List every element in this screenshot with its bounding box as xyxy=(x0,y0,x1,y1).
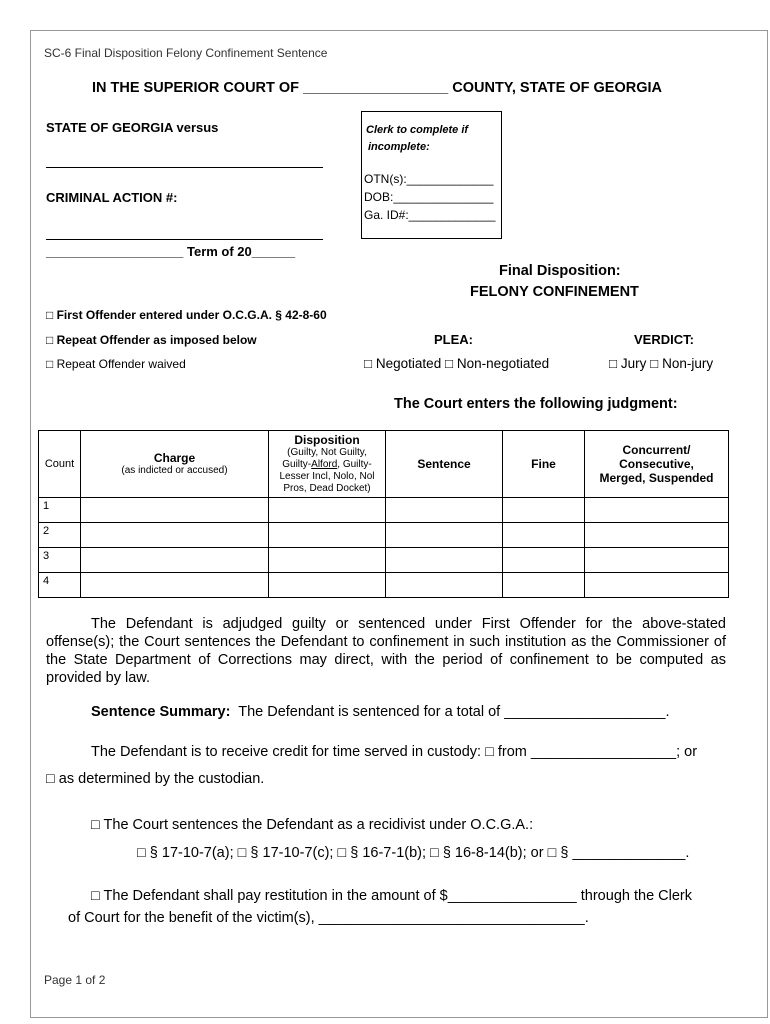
page-number: Page 1 of 2 xyxy=(44,973,106,987)
disposition-cell[interactable] xyxy=(269,498,386,523)
counts-table xyxy=(38,430,729,598)
sentence-summary-label: Sentence Summary: xyxy=(91,704,231,720)
plea-label: PLEA: xyxy=(434,332,473,347)
sentence-cell[interactable] xyxy=(386,573,503,598)
repeat-offender-waived-checkbox[interactable]: □ Repeat Offender waived xyxy=(46,357,186,371)
fine-cell[interactable] xyxy=(503,548,585,573)
criminal-action-label: CRIMINAL ACTION #: xyxy=(46,190,178,205)
ga-id-field[interactable]: Ga. ID#:_____________ xyxy=(364,208,496,222)
count-number: 2 xyxy=(39,523,81,548)
count-number: 1 xyxy=(39,498,81,523)
first-offender-checkbox[interactable]: □ First Offender entered under O.C.G.A. § 42-8-60 xyxy=(46,308,327,322)
adjudged-paragraph: The Defendant is adjudged guilty or sentenced under First Offender for the above-stated offense(s); the Court sentences the Defendant to confinement in such institution as the Commissioner of the State Department of Corrections may direct, with the period of confinement to be computed as provided by law. xyxy=(46,616,726,686)
sentence-cell[interactable] xyxy=(386,548,503,573)
sentence-cell[interactable] xyxy=(386,523,503,548)
title-line-2: FELONY CONFINEMENT xyxy=(470,284,639,300)
restitution-line-1[interactable]: □ The Defendant shall pay restitution in the amount of $________________ through the Clerk xyxy=(91,888,692,904)
disposition-cell[interactable] xyxy=(269,548,386,573)
fine-cell[interactable] xyxy=(503,498,585,523)
concurrent-cell[interactable] xyxy=(585,548,729,573)
sentence-summary-text: The Defendant is sentenced for a total of ____________________. xyxy=(238,704,670,720)
count-number: 4 xyxy=(39,573,81,598)
concurrent-cell[interactable] xyxy=(585,498,729,523)
concurrent-cell[interactable] xyxy=(585,523,729,548)
sentence-header: Sentence xyxy=(386,431,503,498)
charge-cell[interactable] xyxy=(81,523,269,548)
sentence-summary[interactable] xyxy=(91,704,670,720)
charge-cell[interactable] xyxy=(81,498,269,523)
fine-header: Fine xyxy=(503,431,585,498)
repeat-offender-imposed-checkbox[interactable]: □ Repeat Offender as imposed below xyxy=(46,333,257,347)
credit-line-2[interactable]: □ as determined by the custodian. xyxy=(46,771,265,787)
form-id: SC-6 Final Disposition Felony Confinement Sentence xyxy=(44,46,328,60)
dob-field[interactable]: DOB:_______________ xyxy=(364,190,494,204)
term-line[interactable]: ___________________ Term of 20______ xyxy=(46,244,296,259)
count-header: Count xyxy=(39,431,81,498)
disposition-cell[interactable] xyxy=(269,523,386,548)
concurrent-cell[interactable] xyxy=(585,573,729,598)
fine-cell[interactable] xyxy=(503,523,585,548)
fine-cell[interactable] xyxy=(503,573,585,598)
court-heading: IN THE SUPERIOR COURT OF __________________ COUNTY, STATE OF GEORGIA xyxy=(92,80,662,96)
verdict-label: VERDICT: xyxy=(634,332,694,347)
sentence-cell[interactable] xyxy=(386,498,503,523)
charge-header: Charge (as indicted or accused) xyxy=(81,431,269,498)
recidivist-checkbox[interactable]: □ The Court sentences the Defendant as a recidivist under O.C.G.A.: xyxy=(91,817,534,833)
defendant-name-line[interactable] xyxy=(46,167,323,168)
criminal-action-line[interactable] xyxy=(46,239,323,240)
table-header-row xyxy=(39,431,729,498)
title-line-1: Final Disposition: xyxy=(499,263,621,279)
restitution-line-2[interactable]: of Court for the benefit of the victim(s), _________________________________. xyxy=(68,910,589,926)
recidivist-statutes[interactable]: □ § 17-10-7(a); □ § 17-10-7(c); □ § 16-7-1(b); □ § 16-8-14(b); or □ § ______________. xyxy=(137,845,690,861)
concurrent-header: Concurrent/ Consecutive, Merged, Suspended xyxy=(585,431,729,498)
judgment-heading: The Court enters the following judgment: xyxy=(394,396,678,412)
credit-line-1[interactable]: The Defendant is to receive credit for time served in custody: □ from __________________; or xyxy=(91,744,698,760)
charge-cell[interactable] xyxy=(81,548,269,573)
table-row xyxy=(39,523,729,548)
table-row xyxy=(39,548,729,573)
disposition-cell[interactable] xyxy=(269,573,386,598)
table-row xyxy=(39,498,729,523)
clerk-note: Clerk to complete if incomplete: xyxy=(366,124,469,153)
count-number: 3 xyxy=(39,548,81,573)
otn-field[interactable]: OTN(s):_____________ xyxy=(364,172,494,186)
clerk-box xyxy=(361,111,502,239)
verdict-options[interactable]: □ Jury □ Non-jury xyxy=(609,356,714,371)
disposition-header: Disposition (Guilty, Not Guilty, Guilty-Alford, Guilty- Lesser Incl, Nolo, Nol Pros, Dead Docket) xyxy=(269,431,386,498)
state-versus-label: STATE OF GEORGIA versus xyxy=(46,120,219,135)
table-row xyxy=(39,573,729,598)
plea-options[interactable]: □ Negotiated □ Non-negotiated xyxy=(364,356,550,371)
charge-cell[interactable] xyxy=(81,573,269,598)
